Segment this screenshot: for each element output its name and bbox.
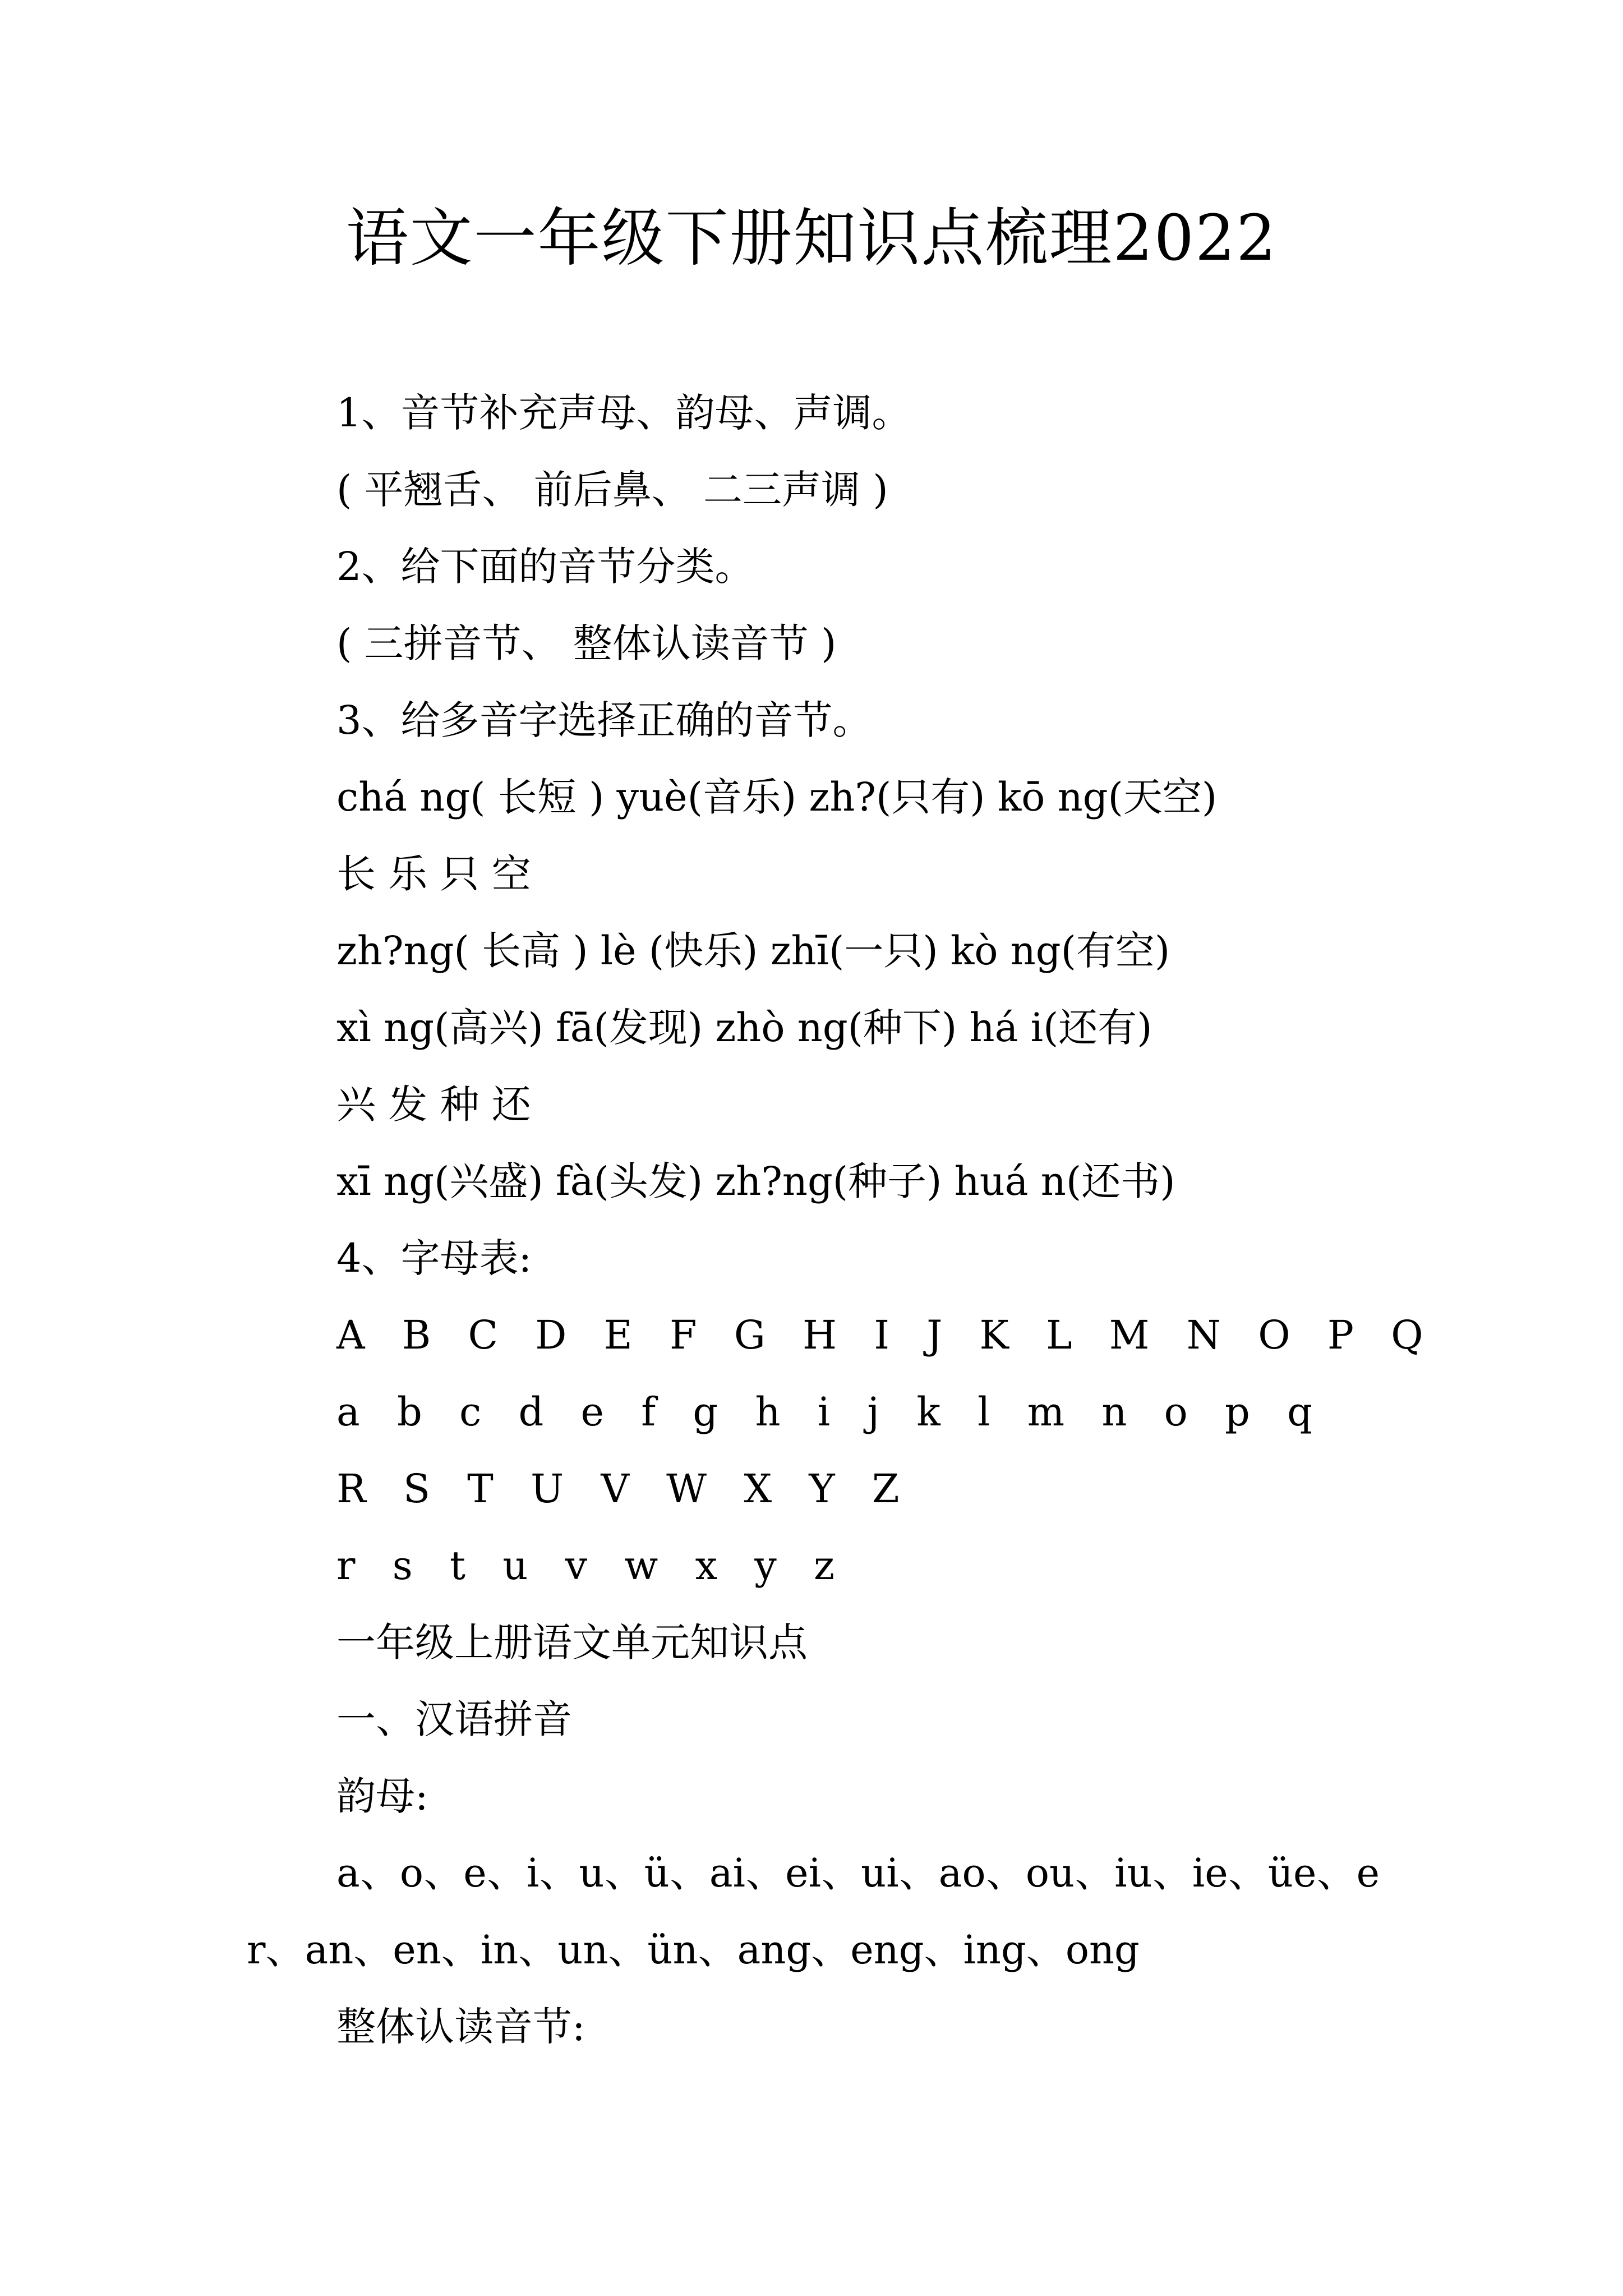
text-line: ( 三拼音节、 整体认读音节 ) xyxy=(336,620,837,666)
text-line: 整体认读音节: xyxy=(336,2004,585,2050)
text-line: 3、给多音字选择正确的音节。 xyxy=(336,697,872,743)
text-line: xī ng(兴盛) fà(头发) zh?ng(种子) huá n(还书) xyxy=(336,1158,1175,1204)
document-body xyxy=(247,375,1436,2065)
text-line: xì ng(高兴) fā(发现) zhò ng(种下) há i(还有) xyxy=(336,1005,1152,1051)
paragraph: a、o、e、i、u、ü、ai、ei、ui、ao、ou、iu、ie、üe、er、an、en、in、un、ün、ang、eng、ing、ong xyxy=(247,1850,1380,1973)
alphabet-line: R S T U V W X Y Z xyxy=(336,1466,912,1512)
alphabet-line: a b c d e f g h i j k l m n o p q xyxy=(336,1389,1325,1435)
text-line: zh?ng( 长高 ) lè (快乐) zhī(一只) kò ng(有空) xyxy=(336,928,1170,974)
text-line: 4、字母表: xyxy=(336,1235,532,1281)
text-line: 一年级上册语文单元知识点 xyxy=(336,1619,808,1665)
alphabet-line: r s t u v w x y z xyxy=(336,1543,847,1589)
text-line: 2、给下面的音节分类。 xyxy=(336,544,754,590)
text-line: 一、汉语拼音 xyxy=(336,1696,572,1742)
text-line: 1、音节补充声母、韵母、声调。 xyxy=(336,390,911,436)
alphabet-line: A B C D E F G H I J K L M N O P Q xyxy=(336,1312,1436,1358)
text-line: 兴 发 种 还 xyxy=(336,1082,531,1128)
text-line: chá ng( 长短 ) yuè(音乐) zh?(只有) kō ng(天空) xyxy=(336,774,1218,820)
text-line: 韵母: xyxy=(336,1773,428,1819)
text-line: ( 平翘舌、 前后鼻、 二三声调 ) xyxy=(336,467,888,513)
text-line: 长 乐 只 空 xyxy=(336,851,531,897)
document-title: 语文一年级下册知识点梳理2022 xyxy=(345,202,1278,275)
